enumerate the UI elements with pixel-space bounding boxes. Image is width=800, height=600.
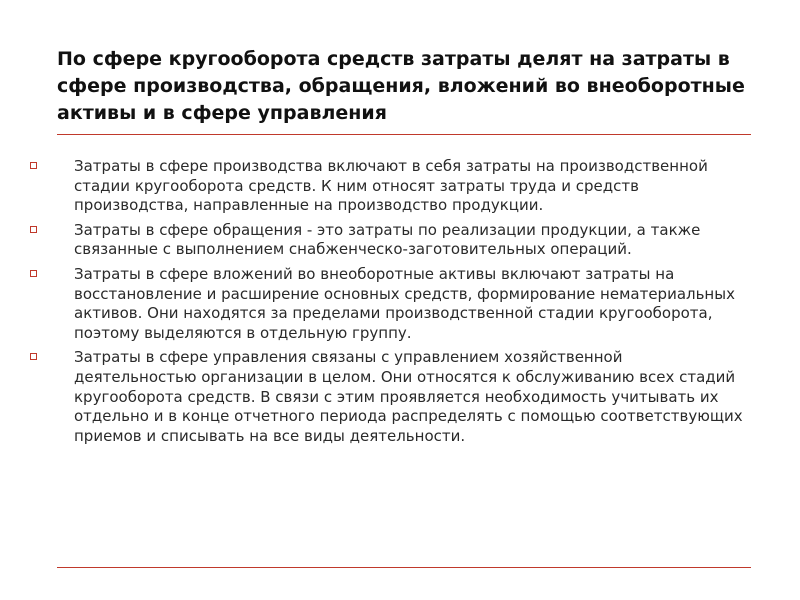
bullet-text: Затраты в сфере вложений во внеоборотные активы включают затраты на восстановление и расширение основных средств, формирование нематериальных активов. Они находятся за пределами производственной стадии кругооборота, поэтому выделяются в отдельную группу.: [74, 264, 735, 342]
title-bold-part: По сфере кругооборота средств: [57, 48, 415, 70]
bullet-text: Затраты в сфере обращения - это затраты по реализации продукции, а также связанные с выполнением снабженческо-заготовительных операций.: [74, 220, 701, 259]
title-rest-part: затраты делят на затраты в сфере производства, обращения, вложений во внеоборотные активы и в сфере управления: [57, 48, 745, 124]
title-divider: [57, 134, 751, 135]
bullet-list: [28, 157, 748, 451]
bullet-text: Затраты в сфере производства включают в себя затраты на производственной стадии кругооборота средств. К ним относят затраты труда и средств производства, направленные на производство продукции.: [74, 157, 708, 215]
square-bullet-icon: [30, 353, 37, 360]
bottom-divider: [57, 567, 751, 568]
bullet-item-investment: [28, 265, 748, 343]
square-bullet-icon: [30, 162, 37, 169]
square-bullet-icon: [30, 270, 37, 277]
bullet-item-management: [28, 348, 748, 446]
square-bullet-icon: [30, 226, 37, 233]
bullet-text: Затраты в сфере управления связаны с управлением хозяйственной деятельностью организации в целом. Они относятся к обслуживанию всех стадий кругооборота средств. В связи с этим проявляется необходимость учитывать их отдельно и в конце отчетного периода распределять с помощью соответствующих приемов и списывать на все виды деятельности.: [74, 348, 743, 445]
slide-title: [57, 46, 757, 127]
bullet-item-production: [28, 157, 748, 216]
bullet-item-circulation: [28, 221, 748, 260]
